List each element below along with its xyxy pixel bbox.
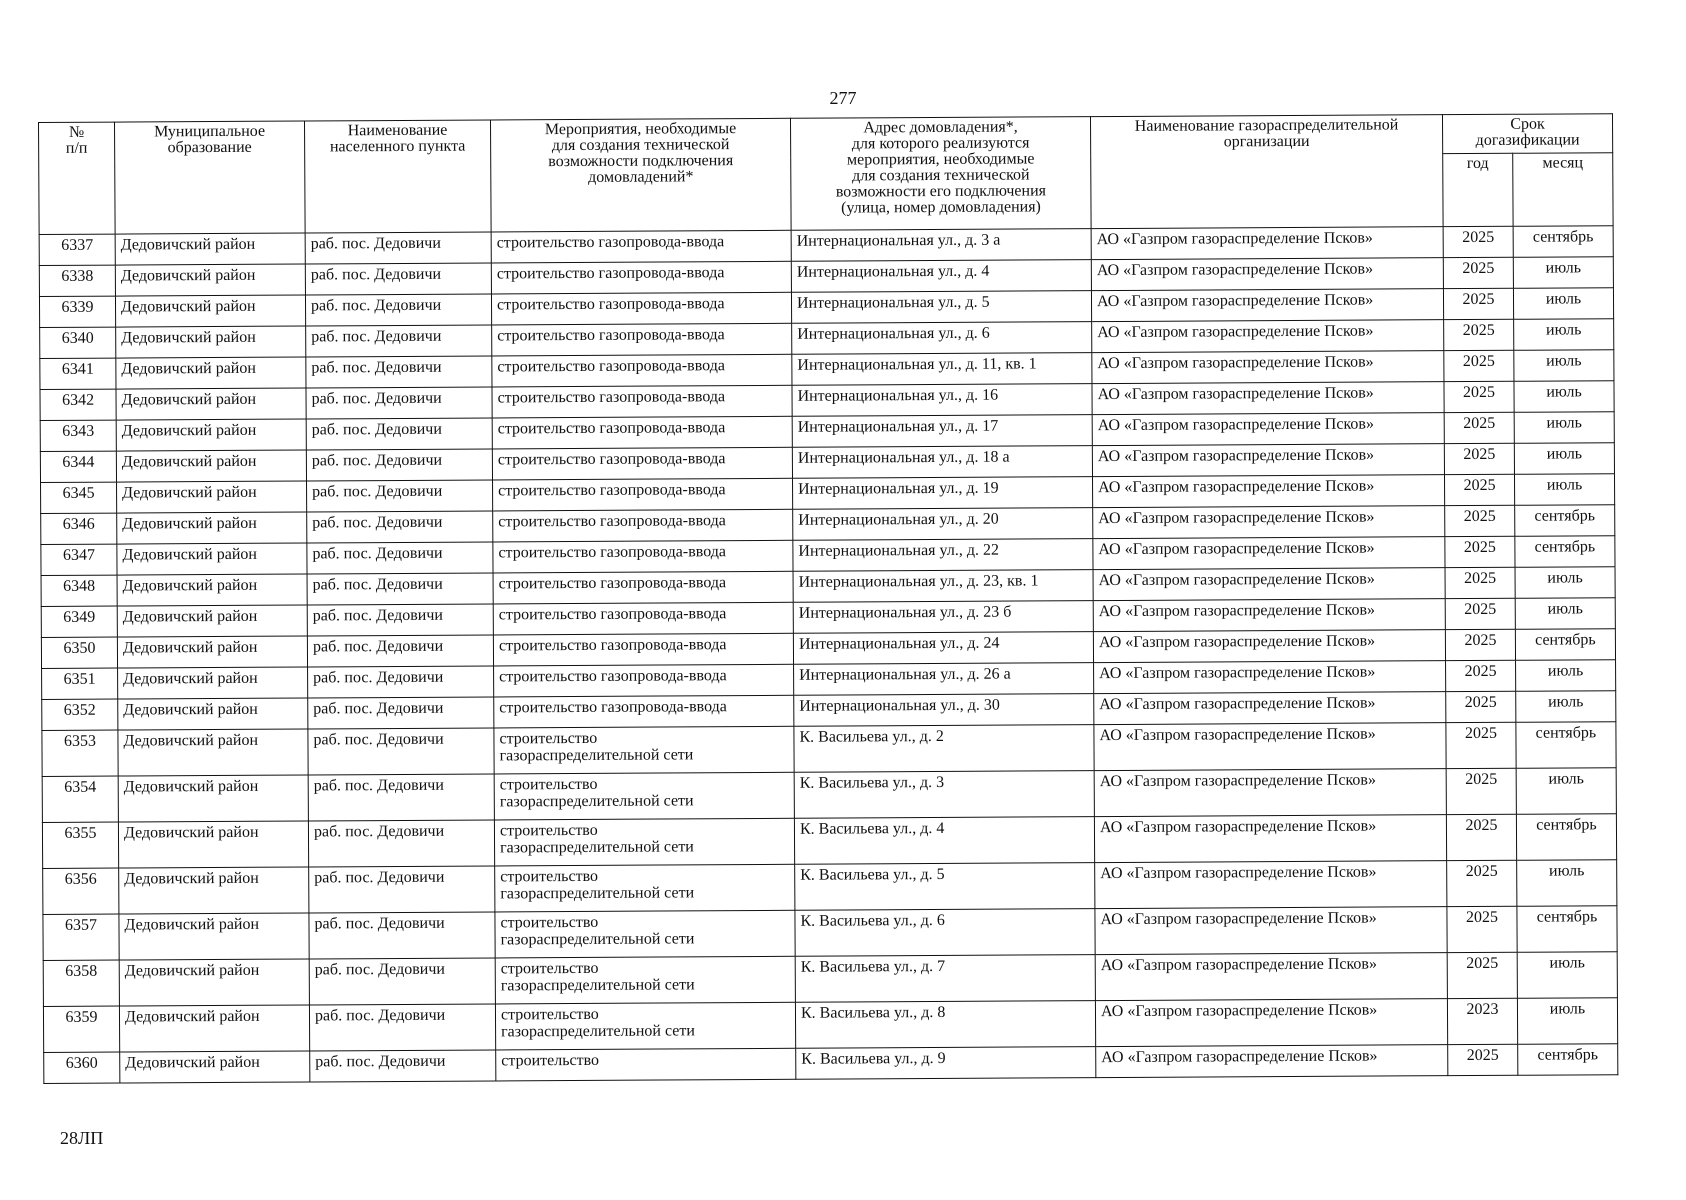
cell-settlement: раб. пос. Дедовичи bbox=[306, 387, 492, 419]
cell-month: сентябрь bbox=[1515, 505, 1615, 537]
cell-month: июль bbox=[1516, 768, 1616, 815]
cell-num: 6353 bbox=[42, 730, 118, 776]
cell-year: 2023 bbox=[1447, 998, 1517, 1044]
cell-municipality: Дедовичский район bbox=[118, 775, 308, 822]
cell-settlement: раб. пос. Дедовичи bbox=[306, 325, 492, 357]
cell-measure: строительство газопровода-ввода bbox=[493, 540, 793, 573]
cell-measure: строительство газопровода-ввода bbox=[491, 230, 791, 263]
cell-month: июль bbox=[1517, 860, 1617, 907]
cell-month: сентябрь bbox=[1513, 226, 1613, 258]
cell-num: 6354 bbox=[42, 776, 118, 822]
cell-year: 2025 bbox=[1443, 257, 1513, 288]
cell-month: сентябрь bbox=[1515, 629, 1615, 661]
cell-num: 6348 bbox=[41, 575, 117, 606]
cell-municipality: Дедовичский район bbox=[117, 543, 307, 575]
cell-num: 6356 bbox=[43, 868, 119, 914]
cell-year: 2025 bbox=[1444, 350, 1514, 381]
cell-municipality: Дедовичский район bbox=[119, 913, 309, 960]
cell-month: июль bbox=[1516, 691, 1616, 723]
cell-month: июль bbox=[1516, 660, 1616, 692]
cell-num: 6341 bbox=[40, 358, 116, 389]
cell-municipality: Дедовичский район bbox=[118, 821, 308, 868]
column-header-year: год bbox=[1443, 153, 1513, 226]
cell-address: К. Васильева ул., д. 6 bbox=[795, 909, 1095, 957]
cell-settlement: раб. пос. Дедовичи bbox=[306, 418, 492, 450]
cell-measure: строительство газопровода-ввода bbox=[493, 509, 793, 542]
cell-measure: строительство газопровода-ввода bbox=[493, 633, 793, 666]
cell-month: июль bbox=[1514, 443, 1614, 475]
cell-month: июль bbox=[1514, 381, 1614, 413]
cell-settlement: раб. пос. Дедовичи bbox=[306, 356, 492, 388]
column-header-organization: Наименование газораспределительной организации bbox=[1090, 115, 1443, 229]
cell-measure: строительство газопровода-ввода bbox=[494, 664, 794, 697]
cell-address: Интернациональная ул., д. 23 б bbox=[793, 601, 1093, 634]
cell-address: Интернациональная ул., д. 18 а bbox=[792, 446, 1092, 479]
cell-measure: строительство газораспределительной сети bbox=[495, 956, 795, 1004]
cell-address: К. Васильева ул., д. 2 bbox=[794, 725, 1094, 773]
cell-address: К. Васильева ул., д. 5 bbox=[795, 863, 1095, 911]
cell-municipality: Дедовичский район bbox=[116, 450, 306, 482]
cell-year: 2025 bbox=[1445, 567, 1515, 598]
cell-measure: строительство газораспределительной сети bbox=[494, 726, 794, 774]
cell-month: июль bbox=[1513, 288, 1613, 320]
cell-year: 2025 bbox=[1445, 598, 1515, 629]
cell-month: июль bbox=[1514, 474, 1614, 506]
cell-month: июль bbox=[1514, 350, 1614, 382]
cell-organization: АО «Газпром газораспределение Псков» bbox=[1092, 413, 1444, 446]
cell-num: 6351 bbox=[42, 668, 118, 699]
cell-measure: строительство газопровода-ввода bbox=[492, 323, 792, 356]
cell-address: Интернациональная ул., д. 19 bbox=[793, 477, 1093, 510]
cell-organization: АО «Газпром газораспределение Псков» bbox=[1096, 1045, 1448, 1078]
cell-num: 6355 bbox=[42, 822, 118, 868]
cell-municipality: Дедовичский район bbox=[118, 698, 308, 730]
cell-num: 6338 bbox=[39, 265, 115, 296]
cell-settlement: раб. пос. Дедовичи bbox=[307, 573, 493, 605]
cell-settlement: раб. пос. Дедовичи bbox=[307, 511, 493, 543]
cell-num: 6360 bbox=[44, 1052, 120, 1083]
column-header-settlement: Наименование населенного пункта bbox=[304, 120, 491, 233]
cell-year: 2025 bbox=[1446, 722, 1516, 768]
cell-settlement: раб. пос. Дедовичи bbox=[309, 866, 495, 913]
cell-year: 2025 bbox=[1445, 536, 1515, 567]
cell-settlement: раб. пос. Дедовичи bbox=[306, 449, 492, 481]
cell-measure: строительство bbox=[496, 1048, 796, 1081]
cell-address: Интернациональная ул., д. 3 а bbox=[791, 229, 1091, 262]
cell-municipality: Дедовичский район bbox=[116, 326, 306, 358]
cell-municipality: Дедовичский район bbox=[115, 295, 305, 327]
cell-year: 2025 bbox=[1447, 906, 1517, 952]
cell-address: К. Васильева ул., д. 3 bbox=[794, 771, 1094, 819]
cell-municipality: Дедовичский район bbox=[120, 1051, 310, 1083]
cell-measure: строительство газопровода-ввода bbox=[493, 602, 793, 635]
cell-address: К. Васильева ул., д. 4 bbox=[794, 817, 1094, 865]
cell-year: 2025 bbox=[1446, 768, 1516, 814]
cell-year: 2025 bbox=[1443, 226, 1513, 257]
cell-address: Интернациональная ул., д. 26 а bbox=[794, 663, 1094, 696]
cell-num: 6337 bbox=[39, 234, 115, 265]
cell-month: сентябрь bbox=[1516, 814, 1616, 861]
cell-organization: АО «Газпром газораспределение Псков» bbox=[1095, 861, 1447, 909]
cell-organization: АО «Газпром газораспределение Псков» bbox=[1093, 599, 1445, 632]
cell-address: Интернациональная ул., д. 24 bbox=[793, 632, 1093, 665]
cell-address: Интернациональная ул., д. 23, кв. 1 bbox=[793, 570, 1093, 603]
cell-settlement: раб. пос. Дедовичи bbox=[305, 232, 491, 264]
cell-num: 6359 bbox=[43, 1006, 119, 1052]
column-header-municipality: Муниципальное образование bbox=[115, 121, 306, 234]
table-body bbox=[39, 226, 1618, 1084]
cell-address: Интернациональная ул., д. 30 bbox=[794, 694, 1094, 727]
cell-measure: строительство газораспределительной сети bbox=[495, 910, 795, 958]
cell-settlement: раб. пос. Дедовичи bbox=[307, 635, 493, 667]
cell-num: 6350 bbox=[41, 637, 117, 668]
cell-address: Интернациональная ул., д. 17 bbox=[792, 415, 1092, 448]
column-header-num: № п/п bbox=[39, 122, 116, 234]
cell-municipality: Дедовичский район bbox=[119, 1005, 309, 1052]
cell-month: июль bbox=[1514, 319, 1614, 351]
cell-address: Интернациональная ул., д. 16 bbox=[792, 384, 1092, 417]
cell-organization: АО «Газпром газораспределение Псков» bbox=[1092, 351, 1444, 384]
cell-organization: АО «Газпром газораспределение Псков» bbox=[1094, 661, 1446, 694]
cell-settlement: раб. пос. Дедовичи bbox=[310, 1050, 496, 1082]
cell-address: Интернациональная ул., д. 4 bbox=[791, 260, 1091, 293]
page-number: 277 bbox=[829, 88, 857, 108]
cell-settlement: раб. пос. Дедовичи bbox=[308, 774, 494, 821]
cell-organization: АО «Газпром газораспределение Псков» bbox=[1093, 568, 1445, 601]
cell-month: июль bbox=[1513, 257, 1613, 289]
cell-municipality: Дедовичский район bbox=[118, 729, 308, 776]
cell-measure: строительство газораспределительной сети bbox=[495, 864, 795, 912]
column-header-address: Адрес домовладения*, для которого реализуются мероприятия, необходимые для создания технической возможности его подключения (улица, номер домовладения) bbox=[790, 117, 1091, 231]
cell-organization: АО «Газпром газораспределение Псков» bbox=[1091, 258, 1443, 291]
cell-organization: АО «Газпром газораспределение Псков» bbox=[1094, 815, 1446, 863]
cell-num: 6346 bbox=[41, 513, 117, 544]
cell-address: Интернациональная ул., д. 5 bbox=[791, 291, 1091, 324]
cell-organization: АО «Газпром газораспределение Псков» bbox=[1093, 506, 1445, 539]
cell-month: июль bbox=[1517, 952, 1617, 999]
cell-measure: строительство газопровода-ввода bbox=[492, 385, 792, 418]
cell-month: сентябрь bbox=[1518, 1044, 1618, 1076]
cell-year: 2025 bbox=[1444, 412, 1514, 443]
cell-measure: строительство газораспределительной сети bbox=[494, 772, 794, 820]
cell-month: июль bbox=[1515, 567, 1615, 599]
cell-organization: АО «Газпром газораспределение Псков» bbox=[1095, 953, 1447, 1001]
column-header-measures: Мероприятия, необходимые для создания технической возможности подключения домовладений* bbox=[490, 118, 791, 232]
cell-settlement: раб. пос. Дедовичи bbox=[309, 958, 495, 1005]
cell-settlement: раб. пос. Дедовичи bbox=[309, 1004, 495, 1051]
cell-address: К. Васильева ул., д. 9 bbox=[796, 1047, 1096, 1080]
cell-organization: АО «Газпром газораспределение Псков» bbox=[1092, 475, 1444, 508]
cell-municipality: Дедовичский район bbox=[118, 667, 308, 699]
cell-year: 2025 bbox=[1448, 1044, 1518, 1075]
cell-measure: строительство газораспределительной сети bbox=[495, 1002, 795, 1050]
cell-municipality: Дедовичский район bbox=[115, 264, 305, 296]
cell-municipality: Дедовичский район bbox=[117, 481, 307, 513]
cell-municipality: Дедовичский район bbox=[119, 867, 309, 914]
cell-municipality: Дедовичский район bbox=[116, 357, 306, 389]
cell-address: Интернациональная ул., д. 20 bbox=[793, 508, 1093, 541]
cell-measure: строительство газопровода-ввода bbox=[492, 416, 792, 449]
cell-organization: АО «Газпром газораспределение Псков» bbox=[1093, 630, 1445, 663]
cell-settlement: раб. пос. Дедовичи bbox=[308, 666, 494, 698]
cell-year: 2025 bbox=[1444, 381, 1514, 412]
cell-municipality: Дедовичский район bbox=[117, 512, 307, 544]
cell-month: сентябрь bbox=[1515, 536, 1615, 568]
cell-measure: строительство газопровода-ввода bbox=[491, 261, 791, 294]
cell-num: 6358 bbox=[43, 960, 119, 1006]
cell-address: К. Васильева ул., д. 8 bbox=[795, 1001, 1095, 1049]
cell-municipality: Дедовичский район bbox=[117, 605, 307, 637]
cell-settlement: раб. пос. Дедовичи bbox=[308, 820, 494, 867]
cell-measure: строительство газопровода-ввода bbox=[493, 478, 793, 511]
cell-organization: АО «Газпром газораспределение Псков» bbox=[1094, 723, 1446, 771]
cell-year: 2025 bbox=[1447, 952, 1517, 998]
cell-year: 2025 bbox=[1446, 660, 1516, 691]
cell-municipality: Дедовичский район bbox=[116, 388, 306, 420]
cell-settlement: раб. пос. Дедовичи bbox=[309, 912, 495, 959]
cell-address: Интернациональная ул., д. 11, кв. 1 bbox=[792, 353, 1092, 386]
table-header bbox=[39, 114, 1614, 235]
cell-address: Интернациональная ул., д. 22 bbox=[793, 539, 1093, 572]
cell-num: 6352 bbox=[42, 699, 118, 730]
cell-measure: строительство газопровода-ввода bbox=[492, 447, 792, 480]
cell-municipality: Дедовичский район bbox=[115, 233, 305, 265]
cell-organization: АО «Газпром газораспределение Псков» bbox=[1095, 999, 1447, 1047]
cell-organization: АО «Газпром газораспределение Псков» bbox=[1091, 289, 1443, 322]
cell-month: июль bbox=[1514, 412, 1614, 444]
cell-municipality: Дедовичский район bbox=[117, 636, 307, 668]
cell-num: 6345 bbox=[41, 482, 117, 513]
cell-month: июль bbox=[1517, 998, 1617, 1045]
footer-code: 28ЛП bbox=[60, 1128, 104, 1148]
cell-num: 6343 bbox=[40, 420, 116, 451]
cell-settlement: раб. пос. Дедовичи bbox=[308, 728, 494, 775]
cell-organization: АО «Газпром газораспределение Псков» bbox=[1092, 382, 1444, 415]
cell-year: 2025 bbox=[1444, 443, 1514, 474]
cell-year: 2025 bbox=[1447, 860, 1517, 906]
cell-settlement: раб. пос. Дедовичи bbox=[308, 697, 494, 729]
cell-settlement: раб. пос. Дедовичи bbox=[305, 263, 491, 295]
cell-month: сентябрь bbox=[1517, 906, 1617, 953]
cell-organization: АО «Газпром газораспределение Псков» bbox=[1092, 320, 1444, 353]
column-header-deadline: Срок догазификации bbox=[1442, 114, 1612, 154]
column-header-month: месяц bbox=[1513, 153, 1613, 227]
cell-month: сентябрь bbox=[1516, 722, 1616, 769]
cell-num: 6340 bbox=[40, 327, 116, 358]
cell-organization: АО «Газпром газораспределение Псков» bbox=[1094, 769, 1446, 817]
cell-measure: строительство газораспределительной сети bbox=[494, 818, 794, 866]
cell-month: июль bbox=[1515, 598, 1615, 630]
cell-settlement: раб. пос. Дедовичи bbox=[307, 480, 493, 512]
cell-year: 2025 bbox=[1444, 319, 1514, 350]
cell-settlement: раб. пос. Дедовичи bbox=[305, 294, 491, 326]
cell-settlement: раб. пос. Дедовичи bbox=[307, 604, 493, 636]
cell-organization: АО «Газпром газораспределение Псков» bbox=[1094, 692, 1446, 725]
gasification-register-table bbox=[38, 113, 1618, 1084]
cell-num: 6339 bbox=[39, 296, 115, 327]
cell-organization: АО «Газпром газораспределение Псков» bbox=[1095, 907, 1447, 955]
cell-organization: АО «Газпром газораспределение Псков» bbox=[1091, 227, 1443, 260]
cell-measure: строительство газопровода-ввода bbox=[494, 695, 794, 728]
cell-municipality: Дедовичский район bbox=[119, 959, 309, 1006]
cell-year: 2025 bbox=[1445, 629, 1515, 660]
cell-num: 6347 bbox=[41, 544, 117, 575]
cell-address: Интернациональная ул., д. 6 bbox=[792, 322, 1092, 355]
cell-num: 6344 bbox=[40, 451, 116, 482]
cell-measure: строительство газопровода-ввода bbox=[493, 571, 793, 604]
cell-num: 6349 bbox=[41, 606, 117, 637]
cell-organization: АО «Газпром газораспределение Псков» bbox=[1093, 537, 1445, 570]
cell-measure: строительство газопровода-ввода bbox=[492, 354, 792, 387]
cell-year: 2025 bbox=[1446, 691, 1516, 722]
cell-year: 2025 bbox=[1443, 288, 1513, 319]
cell-year: 2025 bbox=[1445, 505, 1515, 536]
cell-year: 2025 bbox=[1444, 474, 1514, 505]
cell-num: 6342 bbox=[40, 389, 116, 420]
cell-settlement: раб. пос. Дедовичи bbox=[307, 542, 493, 574]
cell-year: 2025 bbox=[1446, 814, 1516, 860]
cell-municipality: Дедовичский район bbox=[116, 419, 306, 451]
cell-organization: АО «Газпром газораспределение Псков» bbox=[1092, 444, 1444, 477]
cell-address: К. Васильева ул., д. 7 bbox=[795, 955, 1095, 1003]
cell-measure: строительство газопровода-ввода bbox=[491, 292, 791, 325]
cell-num: 6357 bbox=[43, 914, 119, 960]
cell-municipality: Дедовичский район bbox=[117, 574, 307, 606]
